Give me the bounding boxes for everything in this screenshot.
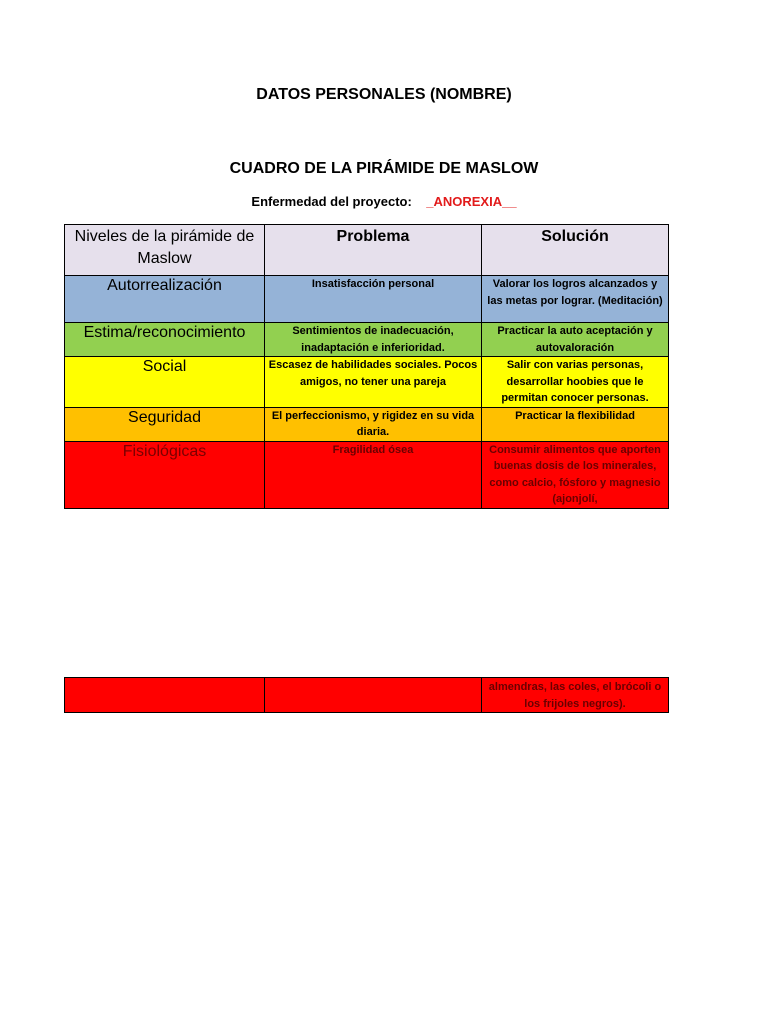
table-row <box>65 441 669 508</box>
level-cell: Estima/reconocimiento <box>65 323 265 357</box>
disease-line <box>0 194 768 209</box>
continuation-table <box>64 677 669 713</box>
column-header-levels: Niveles de la pirámide de Maslow <box>65 225 265 276</box>
disease-value: _ANOREXIA__ <box>426 194 517 209</box>
table-row <box>65 276 669 323</box>
problem-cell: Escasez de habilidades sociales. Pocos amigos, no tener una pareja <box>265 357 482 408</box>
column-header-problem: Problema <box>265 225 482 276</box>
problem-cell: Insatisfacción personal <box>265 276 482 323</box>
column-header-solution: Solución <box>482 225 669 276</box>
problem-cell: Sentimientos de inadecuación, inadaptación e inferioridad. <box>265 323 482 357</box>
table-row <box>65 678 669 713</box>
level-cell <box>65 678 265 713</box>
table-title: CUADRO DE LA PIRÁMIDE DE MASLOW <box>229 160 539 177</box>
problem-cell <box>265 678 482 713</box>
level-cell: Seguridad <box>65 407 265 441</box>
maslow-table <box>64 224 669 509</box>
problem-cell: El perfeccionismo, y rigidez en su vida diaria. <box>265 407 482 441</box>
solution-cell: Practicar la auto aceptación y autovaloración <box>482 323 669 357</box>
solution-cell: Salir con varias personas, desarrollar hoobies que le permitan conocer personas. <box>482 357 669 408</box>
page-title: DATOS PERSONALES (NOMBRE) <box>256 86 512 103</box>
level-cell: Social <box>65 357 265 408</box>
table-row <box>65 357 669 408</box>
problem-cell: Fragilidad ósea <box>265 441 482 508</box>
solution-cell: almendras, las coles, el brócoli o los frijoles negros). <box>482 678 669 713</box>
level-cell: Autorrealización <box>65 276 265 323</box>
table-row <box>65 407 669 441</box>
disease-label: Enfermedad del proyecto: <box>251 194 412 209</box>
solution-cell: Valorar los logros alcanzados y las metas por lograr. (Meditación) <box>482 276 669 323</box>
table-row <box>65 323 669 357</box>
solution-cell: Practicar la flexibilidad <box>482 407 669 441</box>
table-header-row <box>65 225 669 276</box>
solution-cell: Consumir alimentos que aporten buenas dosis de los minerales, como calcio, fósforo y magnesio (ajonjolí, <box>482 441 669 508</box>
level-cell: Fisiológicas <box>65 441 265 508</box>
